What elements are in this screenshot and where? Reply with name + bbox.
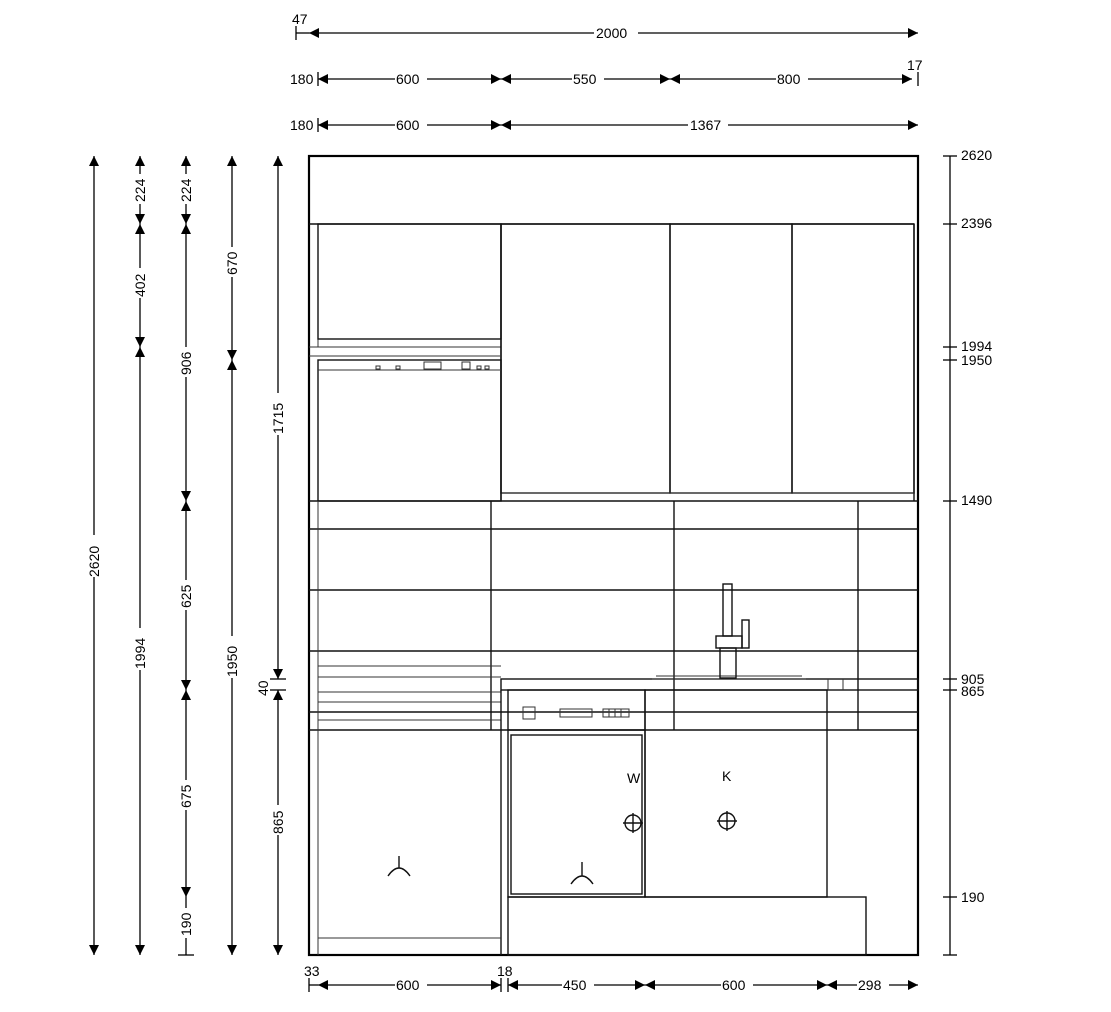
built-in-oven: [309, 356, 501, 501]
label-w: W: [627, 770, 641, 786]
dim-left-675: 675: [178, 784, 194, 808]
level-865: 865: [961, 683, 985, 699]
dim-left-224-b: 224: [178, 178, 194, 202]
upper-cabinet-800-left: [670, 224, 792, 493]
top-dimension-row-1: [292, 11, 918, 41]
dim-top-17: 17: [907, 57, 923, 73]
oven-knob: [462, 362, 470, 369]
dim-top-180-b: 180: [290, 117, 314, 133]
top-dimension-row-3: [290, 117, 918, 133]
cold-water-connection-icon: [717, 811, 737, 831]
dim-left-2620: 2620: [86, 545, 102, 577]
dim-left-1950: 1950: [224, 645, 240, 677]
upper-cabinet-800-right: [792, 224, 914, 493]
dim-top-47: 47: [292, 11, 308, 27]
upper-cabinets: [309, 224, 914, 501]
left-dimension-col-3: [178, 156, 194, 955]
drain-icon-dishwasher: [571, 862, 593, 884]
right-level-marks: [943, 147, 992, 955]
dim-bottom-298: 298: [858, 977, 882, 993]
level-190: 190: [961, 889, 985, 905]
dim-bottom-33: 33: [304, 963, 320, 979]
left-dimension-col-4: [224, 156, 240, 955]
dim-left-224-a: 224: [132, 178, 148, 202]
dishwasher-button: [523, 707, 535, 719]
dim-left-865: 865: [270, 810, 286, 834]
dim-left-1715: 1715: [270, 402, 286, 434]
dim-left-190: 190: [178, 912, 194, 936]
left-dimension-col-2: [132, 156, 148, 955]
level-1950: 1950: [961, 352, 993, 368]
plinth: [508, 897, 866, 955]
oven-button-1: [376, 366, 380, 369]
left-dimension-col-1: [86, 156, 102, 955]
dim-top-600-a: 600: [396, 71, 420, 87]
dim-top-800: 800: [777, 71, 801, 87]
dim-left-670: 670: [224, 251, 240, 275]
faucet-icon: [716, 584, 749, 678]
dishwasher-controls: [603, 709, 629, 717]
dim-bottom-450: 450: [563, 977, 587, 993]
dim-top-1367: 1367: [690, 117, 722, 133]
dim-left-1994: 1994: [132, 637, 148, 669]
sink-base-cabinet: [645, 690, 827, 897]
dim-top-600-b: 600: [396, 117, 420, 133]
dim-top-550: 550: [573, 71, 597, 87]
dishwasher: [508, 690, 645, 897]
dim-bottom-600-a: 600: [396, 977, 420, 993]
dim-left-402: 402: [132, 273, 148, 297]
level-2620: 2620: [961, 147, 993, 163]
oven-button-2: [396, 366, 400, 369]
upper-left-cabinet: [318, 224, 501, 339]
dim-left-40: 40: [255, 680, 271, 696]
oven-display: [424, 362, 441, 369]
oven-button-3: [477, 366, 481, 369]
dim-bottom-18: 18: [497, 963, 513, 979]
dim-left-625: 625: [178, 584, 194, 608]
drain-icon-left: [388, 856, 410, 876]
top-dimension-row-2: [290, 57, 923, 87]
dim-left-906: 906: [178, 351, 194, 375]
dishwasher-display: [560, 709, 592, 717]
countertop: [501, 676, 918, 690]
level-905: 905: [961, 671, 985, 687]
water-connection-icon: [623, 813, 643, 833]
oven-button-4: [485, 366, 489, 369]
level-1994: 1994: [961, 338, 993, 354]
dim-top-180-a: 180: [290, 71, 314, 87]
level-1490: 1490: [961, 492, 993, 508]
label-k: K: [722, 768, 732, 784]
dim-top-2000: 2000: [596, 25, 628, 41]
bottom-dimensions: [304, 963, 918, 993]
level-2396: 2396: [961, 215, 993, 231]
upper-cabinet-550: [501, 224, 670, 493]
dim-bottom-600-b: 600: [722, 977, 746, 993]
left-dimension-col-5: [255, 156, 286, 955]
